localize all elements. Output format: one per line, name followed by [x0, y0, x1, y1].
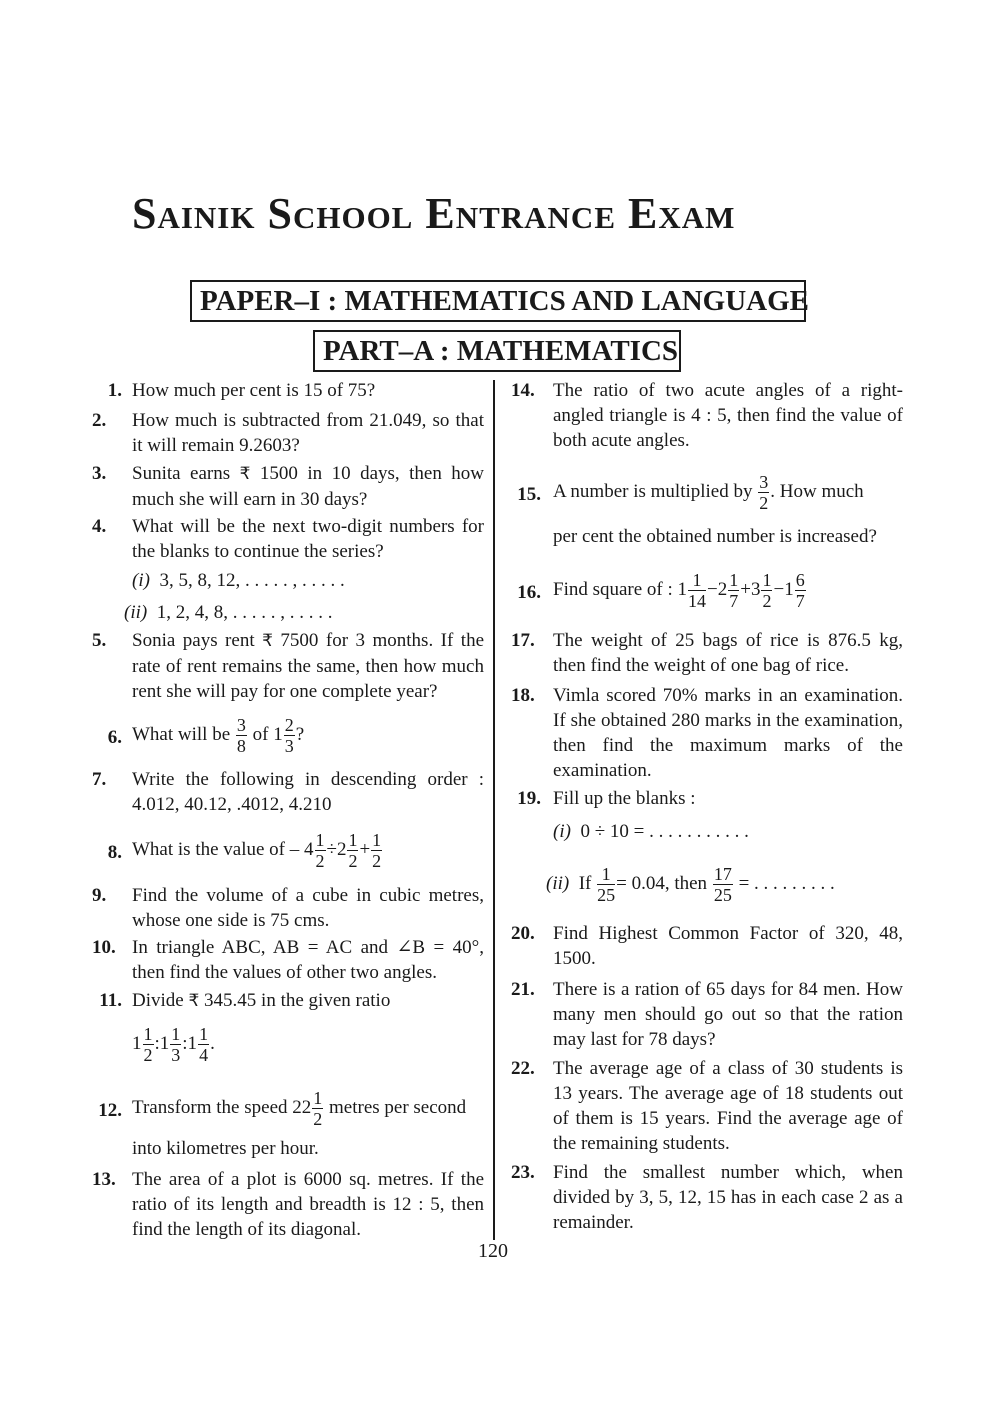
question-text: There is a ration of 65 days for 84 men. How many men should go out so that the ration may last for 78 days? [553, 979, 903, 1050]
question-text-pre: What will be [132, 723, 231, 745]
fraction: $\frac{1}{2}$ [348, 830, 358, 871]
question-text: In triangle ABC, AB = AC and ∠B = 40°, then find the values of other two angles. [132, 937, 484, 983]
sub-text: 3, 5, 8, 12, . . . . . , . . . . . [159, 570, 345, 591]
question-text: The weight of 25 bags of rice is 876.5 kg, then find the weight of one bag of rice. [553, 630, 903, 676]
sub-text: If [578, 872, 592, 894]
sub-text: = 0.04, then [616, 872, 708, 894]
question-number: 4. [92, 516, 107, 537]
whole-number: 22 [292, 1096, 312, 1118]
question-11 [99, 988, 484, 1014]
question-text: The ratio of two acute angles of a right-angled triangle is 4 : 5, then find the value of both acute angles. [553, 380, 903, 451]
question-4-part-ii [124, 600, 332, 625]
question-text: metres per second [329, 1096, 467, 1118]
whole-number: 1 [132, 1032, 142, 1054]
question-number: 21. [511, 979, 535, 1000]
fraction: $\frac{1}{2}$ [372, 830, 382, 871]
whole-number: 2 [336, 838, 347, 860]
question-7 [92, 767, 484, 817]
fraction: $\frac{3}{2}$ [759, 472, 769, 513]
question-23 [511, 1160, 903, 1235]
fraction: $\frac{1}{25}$ [597, 864, 616, 905]
question-9 [92, 883, 484, 933]
question-14 [511, 378, 903, 453]
question-21 [511, 977, 903, 1052]
part-heading: PART–A : MATHEMATICS [313, 330, 681, 372]
question-text: Fill up the blanks : [553, 788, 696, 809]
page-number: 120 [478, 1240, 508, 1262]
question-number: 7. [92, 769, 107, 790]
sub-text: = . . . . . . . . . [738, 872, 835, 894]
whole-number: 4 [304, 838, 314, 860]
question-number: 6. [107, 727, 122, 748]
fraction: $\frac{3}{8}$ [236, 715, 246, 756]
punctuation: . [210, 1032, 215, 1054]
question-text-pre: Sonia pays rent [132, 630, 255, 651]
question-text: Write the following in descending order : 4.012, 40.12, .4012, 4.210 [132, 769, 484, 815]
question-number: 10. [92, 937, 116, 958]
rupee-symbol: ₹ [239, 464, 251, 484]
question-number: 15. [517, 484, 541, 505]
sub-label: (ii) [124, 602, 148, 623]
question-number: 14. [511, 380, 535, 401]
question-text: of 1 [252, 723, 283, 745]
fraction: $\frac{1}{2}$ [315, 830, 325, 871]
question-number: 19. [517, 788, 541, 809]
fraction: $\frac{1}{2}$ [762, 570, 772, 611]
question-number: 16. [517, 582, 541, 603]
question-number: 2. [92, 410, 107, 431]
question-text: ? [295, 723, 305, 745]
question-11-ratio [132, 1024, 215, 1065]
question-text-pre: Divide [132, 990, 184, 1011]
operator: ÷ [326, 838, 337, 860]
question-20 [511, 921, 903, 971]
rupee-symbol: ₹ [262, 631, 273, 651]
question-17 [511, 628, 903, 678]
question-number: 11. [99, 990, 122, 1011]
fraction: $\frac{2}{3}$ [284, 715, 294, 756]
operator: + [359, 838, 371, 860]
sub-label: (i) [132, 570, 150, 591]
fraction: $\frac{1}{4}$ [199, 1024, 209, 1065]
question-8 [107, 830, 484, 871]
question-3 [92, 461, 485, 512]
paper-heading: PAPER–I : MATHEMATICS AND LANGUAGE [190, 280, 806, 322]
question-text: Vimla scored 70% marks in an examination. If she obtained 280 marks in the examination, then find the maximum marks of the examination. [553, 685, 903, 781]
question-number: 18. [511, 685, 535, 706]
question-text: How much is subtracted from 21.049, so that it will remain 9.2603? [132, 410, 484, 456]
question-number: 20. [511, 923, 535, 944]
question-text-pre: A number is multiplied by [553, 480, 753, 502]
fraction: $\frac{6}{7}$ [795, 570, 805, 611]
operator: +3 [740, 578, 761, 600]
fraction: $\frac{1}{2}$ [313, 1088, 323, 1129]
sub-label: (i) [553, 821, 571, 842]
question-15 [517, 472, 903, 513]
page-title: Sainik School Entrance Exam [132, 189, 736, 238]
sub-label: (ii) [546, 872, 570, 894]
question-text: The average age of a class of 30 students is 13 years. The average age of 18 students out of them is 15 years. Find the average age of the remaining students. [553, 1058, 903, 1154]
question-5 [92, 628, 485, 704]
fraction: $\frac{1}{2}$ [143, 1024, 153, 1065]
question-1 [107, 378, 484, 403]
fraction: $\frac{1}{3}$ [171, 1024, 181, 1065]
question-number: 12. [98, 1100, 122, 1121]
question-15-line2: per cent the obtained number is increased? [553, 526, 877, 547]
question-text: Find the volume of a cube in cubic metres, whose one side is 75 cms. [132, 885, 484, 931]
question-number: 22. [511, 1058, 535, 1079]
question-13 [92, 1167, 484, 1242]
question-text: 7500 for 3 months. If the rate of rent remains the same, then how much rent she will pay for one complete year? [132, 630, 485, 702]
column-divider [493, 380, 495, 1240]
question-number: 23. [511, 1162, 535, 1183]
question-number: 17. [511, 630, 535, 651]
question-19-part-i [553, 819, 749, 844]
question-text-pre: Sunita earns [132, 463, 231, 484]
sub-text: 1, 2, 4, 8, . . . . . , . . . . . [156, 602, 333, 623]
question-12-line2: into kilometres per hour. [132, 1138, 319, 1159]
question-number: 13. [92, 1169, 116, 1190]
question-text: 1500 in 10 days, then how much she will earn in 30 days? [132, 463, 485, 510]
rupee-symbol: ₹ [188, 991, 200, 1011]
whole-number: 1 [677, 578, 688, 600]
question-text-pre: Transform the speed [132, 1096, 288, 1118]
question-number: 5. [92, 630, 107, 651]
fraction: $\frac{1}{7}$ [729, 570, 739, 611]
question-22 [511, 1056, 903, 1156]
question-4-part-i [132, 568, 345, 593]
fraction: $\frac{17}{25}$ [713, 864, 732, 905]
sub-text: 0 ÷ 10 = . . . . . . . . . . . [580, 821, 749, 842]
question-text: . How much [770, 480, 864, 502]
question-number: 8. [107, 842, 122, 863]
question-19-part-ii [546, 864, 835, 905]
question-text: 345.45 in the given ratio [204, 990, 391, 1011]
fraction: $\frac{1}{14}$ [688, 570, 707, 611]
question-text-pre: Find square of : [553, 578, 673, 600]
question-16 [517, 570, 903, 611]
question-4 [92, 514, 484, 564]
question-text: How much per cent is 15 of 75? [132, 380, 376, 401]
question-number: 3. [92, 463, 107, 484]
question-2 [92, 408, 484, 458]
operator: −1 [773, 578, 794, 600]
operator: −2 [707, 578, 728, 600]
question-text: What will be the next two-digit numbers for the blanks to continue the series? [132, 516, 484, 562]
ratio-part: :1 [182, 1032, 198, 1054]
question-text-pre: What is the value of – [132, 838, 300, 860]
ratio-part: :1 [154, 1032, 170, 1054]
question-12 [98, 1088, 484, 1129]
question-18 [511, 683, 903, 783]
question-10 [92, 935, 484, 985]
question-6 [107, 715, 484, 756]
question-number: 1. [107, 380, 122, 401]
question-text: The area of a plot is 6000 sq. metres. If the ratio of its length and breadth is 12 : 5, then find the length of its diagonal. [132, 1169, 484, 1240]
question-text: Find the smallest number which, when divided by 3, 5, 12, 15 has in each case 2 as a remainder. [553, 1162, 903, 1233]
question-19 [517, 786, 903, 811]
question-number: 9. [92, 885, 107, 906]
question-text: Find Highest Common Factor of 320, 48, 1500. [553, 923, 903, 969]
